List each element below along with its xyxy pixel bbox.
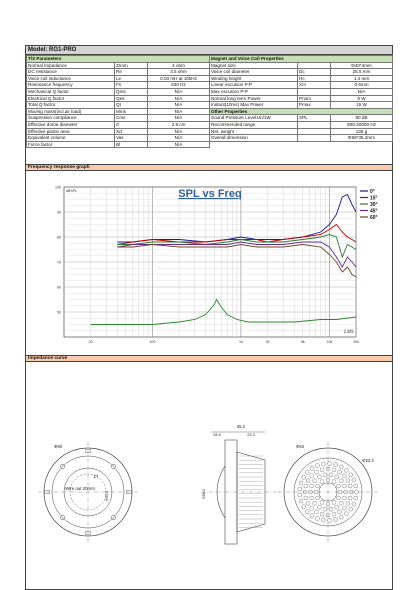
grille-hole (342, 506, 346, 510)
param-name: Force factor (27, 141, 115, 148)
x-tick-label: 20k (353, 340, 359, 344)
grille-hole (345, 512, 349, 516)
ts-row (27, 121, 210, 128)
param-value: N/A (331, 88, 393, 95)
x-tick-label: 100 (149, 340, 156, 344)
grille-hole (310, 466, 314, 470)
dim-offset: 17 (93, 474, 99, 479)
param-name: Normal Impedance (27, 62, 115, 69)
param-name: Instant(10ms) Max Power (210, 102, 298, 109)
param-value: 4 ohm (148, 62, 210, 69)
dim-inner-diameter: Φ33.4 (105, 490, 109, 502)
param-name: Suspension compliance (27, 115, 115, 122)
grille-hole (304, 484, 308, 488)
grille-hole (306, 502, 310, 506)
grille-hole (338, 510, 342, 514)
mvc-row (210, 95, 393, 102)
ts-row (27, 69, 210, 76)
x-tick-label: 10k (326, 340, 333, 344)
grille-hole (332, 500, 336, 504)
param-value: 0.6mm (331, 82, 393, 89)
grille-hole (334, 518, 338, 522)
grille-hole (332, 468, 336, 472)
dim-rear-diameter: Φ63 (296, 444, 304, 449)
grille-hole (316, 517, 320, 521)
grille-hole (335, 505, 339, 509)
magnet-voice-coil-header: Magnet and Voice Coil Properties (210, 56, 393, 63)
grille-hole (316, 484, 320, 488)
param-name: Equivalent volume (27, 135, 115, 142)
ts-row (27, 75, 210, 82)
grille-hole (310, 484, 314, 488)
other-row (210, 128, 393, 135)
param-symbol: Znom (115, 62, 148, 69)
grille-hole (315, 470, 319, 474)
lms-watermark: LMS (344, 330, 354, 335)
param-value: 600-20000 Hz (331, 121, 393, 128)
param-symbol: Hc (298, 75, 331, 82)
ts-row (27, 141, 210, 148)
y-tick-label: 90 (57, 210, 61, 215)
param-value: 135 g (331, 128, 393, 135)
param-symbol: Mms (115, 108, 148, 115)
param-value: 25.5 mm (331, 69, 393, 76)
grille-hole (306, 479, 310, 483)
grille-hole (320, 480, 324, 484)
grille-hole (335, 475, 339, 479)
grille-hole (321, 462, 325, 466)
frequency-response-chart (26, 171, 392, 355)
grille-hole (299, 499, 303, 503)
grille-hole (304, 496, 308, 500)
param-value: Φ69*35.2mm (331, 135, 393, 142)
magnet-voice-coil-table (209, 55, 393, 142)
grille-hole (338, 470, 342, 474)
other-row (210, 135, 393, 142)
param-name: Total Q factor (27, 102, 115, 109)
y-axis-label: dBSPL (66, 189, 78, 193)
grille-hole (302, 505, 306, 509)
param-name: Moving mass(incl.air load) (27, 108, 115, 115)
param-name: Overall dimension (210, 135, 298, 142)
grille-hole (313, 501, 317, 505)
param-name: Magnet size (210, 62, 298, 69)
grille-hole (305, 470, 309, 474)
mvc-row (210, 88, 393, 95)
ts-parameters-header: T/S Parameters (27, 56, 210, 63)
grille-hole (329, 507, 333, 511)
grille-hole (299, 481, 303, 485)
y-tick-label: 50 (57, 310, 61, 315)
grille-hole (345, 468, 349, 472)
param-symbol: Cms (115, 115, 148, 122)
grille-hole (342, 496, 346, 500)
grille-hole (320, 500, 324, 504)
param-symbol: Fs (115, 82, 148, 89)
mvc-row (210, 102, 393, 109)
param-value: 8 W (331, 95, 393, 102)
param-value: Φ40*4mm (331, 62, 393, 69)
dim-body-depth: 23.3 (247, 433, 255, 437)
grille-hole (310, 506, 314, 510)
grille-hole (352, 502, 356, 506)
ts-parameters-table (26, 55, 210, 148)
param-symbol: SPL (298, 115, 331, 122)
legend-entry: 45° (370, 208, 378, 215)
mvc-row (210, 82, 393, 89)
grille-hole (298, 493, 302, 497)
grille-hole (352, 478, 356, 482)
param-value: 15 W (331, 102, 393, 109)
grille-hole (348, 484, 352, 488)
ts-row (27, 108, 210, 115)
param-name: Effective dome diameter (27, 121, 115, 128)
param-name: Sound Pressure Level1m/1W (210, 115, 298, 122)
ts-row (27, 62, 210, 69)
grille-hole (329, 473, 333, 477)
x-tick-label: 5k (300, 340, 305, 344)
param-value: N/A (148, 88, 210, 95)
ts-row (27, 128, 210, 135)
grille-hole (313, 479, 317, 483)
impedance-curve-header: Impedance curve (26, 355, 392, 362)
grille-hole (315, 510, 319, 514)
grille-hole (310, 474, 314, 478)
param-value: 530 Hz (148, 82, 210, 89)
grille-hole (346, 502, 350, 506)
grille-hole (354, 484, 358, 488)
dim-flange-depth: 28.9 (213, 433, 221, 437)
param-name: Resonance frequency (27, 82, 115, 89)
param-symbol (298, 121, 331, 128)
param-name: Mechanical Q factor (27, 88, 115, 95)
grille-hole (349, 473, 353, 477)
grille-hole (342, 484, 346, 488)
dim-cap-diameter: Φ23.3 (362, 458, 374, 463)
param-value: 2.8 cm (148, 121, 210, 128)
param-symbol: Dc (298, 69, 331, 76)
param-name: Voice coil inductance (27, 75, 115, 82)
param-symbol: Vas (115, 135, 148, 142)
param-value: N/A (148, 141, 210, 148)
mvc-row (210, 75, 393, 82)
grille-hole (316, 496, 320, 500)
grille-hole (310, 514, 314, 518)
grille-hole (320, 468, 324, 472)
grille-hole (316, 464, 320, 468)
grille-hole (339, 465, 343, 469)
grille-hole (339, 479, 343, 483)
param-name: Voice coil diameter (210, 69, 298, 76)
grille-hole (348, 496, 352, 500)
param-value: 0.03 mH at 10kHz (148, 75, 210, 82)
spec-sheet (25, 45, 393, 590)
y-tick-label: 80 (57, 235, 61, 240)
param-value: N/A (148, 108, 210, 115)
dim-flange-diameter: Φ69 (54, 444, 62, 449)
param-symbol: Qms (115, 88, 148, 95)
frequency-response-header: Frequency response graph (26, 164, 392, 171)
dim-body-diameter: Φ58.2 (202, 488, 206, 500)
legend-entry: 30° (370, 202, 378, 208)
grille-hole (339, 501, 343, 505)
param-symbol: Le (115, 75, 148, 82)
param-symbol: Qt (115, 102, 148, 109)
grille-hole (342, 474, 346, 478)
other-row (210, 115, 393, 122)
grille-hole (317, 475, 321, 479)
ts-row (27, 88, 210, 95)
param-name: DC resistance (27, 69, 115, 76)
grille-hole (317, 505, 321, 509)
x-tick-label: 2k (265, 340, 270, 344)
grille-hole (334, 463, 338, 467)
grille-hole (298, 487, 302, 491)
param-symbol (298, 88, 331, 95)
param-symbol (298, 128, 331, 135)
ts-row (27, 102, 210, 109)
y-tick-label: 60 (57, 285, 61, 290)
param-symbol: Pnom (298, 95, 331, 102)
y-tick-label: 70 (57, 260, 61, 265)
param-value: 3.5 ohm (148, 69, 210, 76)
grille-hole (336, 484, 340, 488)
other-row (210, 121, 393, 128)
legend-entry: 0° (370, 189, 375, 195)
param-name: Normal long term Power (210, 95, 298, 102)
param-symbol: Pmax (298, 102, 331, 109)
ts-row (27, 82, 210, 89)
grille-hole (336, 496, 340, 500)
param-symbol: Bl (115, 141, 148, 148)
grille-hole (323, 507, 327, 511)
ts-row (27, 135, 210, 142)
grille-hole (323, 473, 327, 477)
grille-hole (302, 475, 306, 479)
ts-row (27, 95, 210, 102)
other-properties-header: Other Properties (210, 108, 393, 115)
chart-title: SPL vs Freq (178, 188, 242, 200)
param-value: N/A (148, 95, 210, 102)
param-symbol: Sd (115, 128, 148, 135)
grille-hole (349, 507, 353, 511)
grille-hole (339, 515, 343, 519)
grille-hole (354, 496, 358, 500)
model-title: Model: RG1-PRO (26, 46, 392, 55)
mvc-row (210, 62, 393, 69)
grille-hole (346, 479, 350, 483)
legend-entry: 60° (370, 215, 378, 221)
param-symbol: d (115, 121, 148, 128)
param-name: Net. weight (210, 128, 298, 135)
grille-hole (332, 480, 336, 484)
param-name: Electrical Q factor (27, 95, 115, 102)
x-tick-label: 20 (88, 340, 93, 344)
param-symbol: Xm (298, 82, 331, 89)
param-value: 90 dB (331, 115, 393, 122)
legend-entry: 15° (370, 195, 378, 202)
dim-overall-depth: 35.2 (236, 424, 246, 429)
param-symbol (298, 135, 331, 142)
grille-hole (332, 512, 336, 516)
param-name: Effective piston area (27, 128, 115, 135)
param-symbol: Qes (115, 95, 148, 102)
param-name: Winding height (210, 75, 298, 82)
param-name: Linear excusion P-P (210, 82, 298, 89)
grille-hole (310, 496, 314, 500)
param-value: N/A (148, 135, 210, 142)
param-value: N/A (148, 128, 210, 135)
ts-row (27, 115, 210, 122)
param-symbol: Re (115, 69, 148, 76)
param-value: N/A (148, 115, 210, 122)
param-name: Max excusion P-P (210, 88, 298, 95)
param-symbol (298, 62, 331, 69)
speaker-dimension-drawing (26, 362, 392, 590)
grille-hole (305, 510, 309, 514)
wire-out-note: Wire out 20mm (65, 486, 95, 491)
grille-hole (320, 512, 324, 516)
x-tick-label: 1k (239, 340, 243, 344)
param-value: 1.4 mm (331, 75, 393, 82)
param-value: N/A (148, 102, 210, 109)
grille-hole (321, 518, 325, 522)
y-tick-label: 100 (55, 185, 61, 190)
param-name: Recommended range (210, 121, 298, 128)
mvc-row (210, 69, 393, 76)
